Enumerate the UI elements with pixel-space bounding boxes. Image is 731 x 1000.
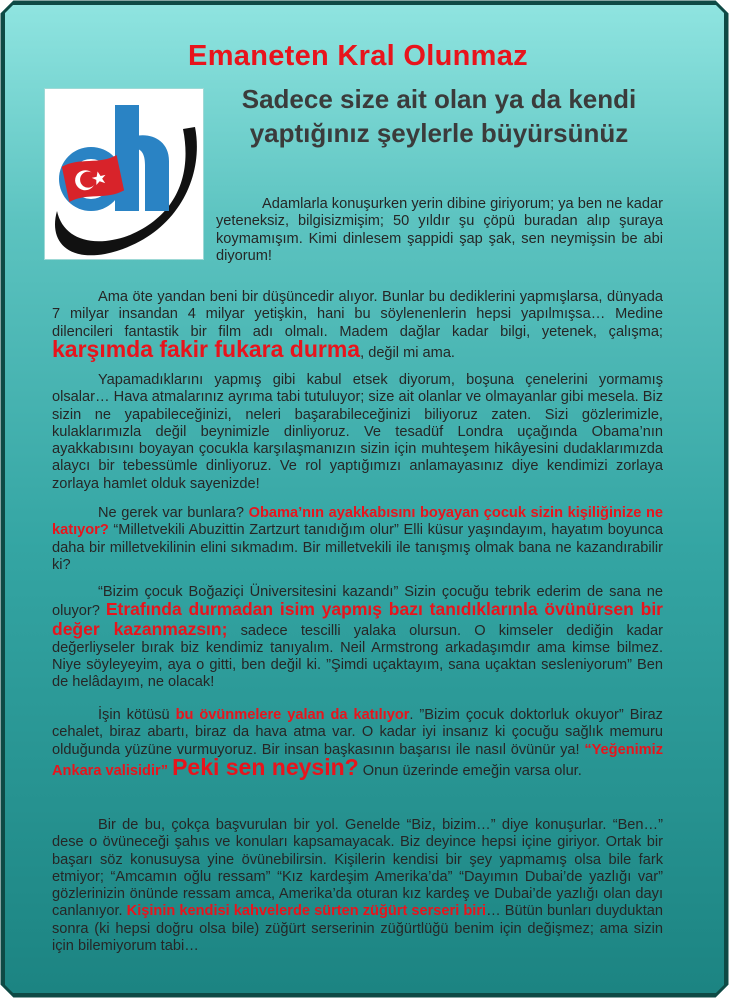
paragraph-2: Ama öte yandan beni bir düşüncedir alıyor. Bunlar bu dediklerini yapmışlarsa, dünyada 7 milyar insandan 4 milyar yetişkin, hani bu söylenenlerin hepsi yapılmışsa… Medine dilencileri fantastik bir film adı olmalı. Madem dağlar kadar bilgi, yetenek, çalışma; karşımda fakir fukara durma, değil mi ama. [52,289,663,362]
paragraph-1: Adamlarla konuşurken yerin dibine giriyorum; ya ben ne kadar yeteneksiz, bilgisizmişim; 50 yıldır şu çöpü buradan alıp şuraya koymamışım. Kimi dinlesem şappidi şap şak, sen neymişsin be abi diyorum! [216,196,663,264]
highlight-text: bu övünmelere yalan da katılıyor [175,707,410,723]
highlight-text: “Yeğenimiz Ankara valisidir” [52,741,663,779]
logo [44,88,204,260]
highlight-text: Etrafında durmadan isim yapmış bazı tanıdıklarınla övünürsen bir değer kazanmazsın; [52,599,663,639]
paragraph-6: İşin kötüsü bu övünmelere yalan da katılıyor. ”Bizim çocuk doktorluk okuyor” Biraz cehalet, biraz abartı, biraz da hava atma var. O kadar iyi insanız ki çocuğu sağlık memuru olduğunda yüzüne vurmuyoruz. Bir insan başkasının başarısı ile nasıl övünür ya! “Yeğenimiz Ankara valisidir” Peki sen neysin? Onun üzerinde emeğin varsa olur. [52,707,663,780]
highlight-text: Kişinin kendisi kahvelerde sürten züğürt serseri biri [126,903,487,920]
main-title: Emaneten Kral Olunmaz [188,40,528,72]
paragraph-7: Bir de bu, çokça başvurulan bir yol. Genelde “Biz, bizim…” diye konuşurlar. “Ben…” dese o övüneceği şahıs ve konuları kapsamayacak. Biz deyince hepsi içine giriyor. Ortak bir başarı söz konusuysa yine övünebilirsin. Kişilerin kendisi bir şey yapmamış olsa bile fark etmiyor; “Amcamın oğlu ressam” “Kız kardeşim Amerika’da” “Dayımın Dubai’de yazlığı var” gözlerinizin önünde ressam amca, Amerika’da oturan kız kardeş ve Dubai’de yazlığı olan dayı canlanıyor. Kişinin kendisi kahvelerde sürten züğürt serseri biri… Bütün bunları duyduktan sonra (ki hepsi doğru olsa bile) züğürt serserinin züğürtlüğü benim için değişmez; ama sizin için bilemiyorum tabi… [52,817,663,955]
paragraph-5: “Bizim çocuk Boğaziçi Üniversitesini kazandı” Sizin çocuğu tebrik ederim de sana ne oluyor? Etrafında durmadan isim yapmış bazı tanıdıklarınla övünürsen bir değer kazanmazsın; sadece tescilli yalaka olursun. O kimseler dediğin kadar değerliyseler bırak biz kendimiz tanıyalım. Neil Armstrong arkadaşımdır ama kimse bilmez. Niye söyleyeyim, aya o gitti, ben değil ki. ”Şimdi uçaktayım, sana uçaktan sesleniyorum” Ben de helâdayım, ne olacak! [52,584,663,691]
highlight-text: karşımda fakir fukara durma [52,335,361,362]
paragraph-3: Yapamadıklarını yapmış gibi kabul etsek diyorum, boşuna çenelerini yormamış olsalar… Hava atmalarınız ayrıma tabi tutuluyor; size ait olanlar ve olmayanlar gibi mesela. Biz sizin ne yapabileceğinizi, neleri başarabileceğinizi biliyoruz zaten. Sizi gözlerimizle, kulaklarımızla değil beynimizle dinliyoruz. Ve tesadüf Londra uçağında Obama’nın ayakkabısını boyayan çocukla karşılaşmanızın sizin için muhteşem hikâyesini dudaklarımızda alaycı bir tebessümle dinliyoruz. Ve rol yaptığımızı anlamayasınız diye kendimizi zorlaya zorlaya hamlet olduk sayenizde! [52,372,663,492]
highlight-text: Obama’nın ayakkabısını boyayan çocuk sizin kişiliğinize ne katıyor? [52,505,663,539]
subtitle: Sadece size ait olan ya da kendi yaptığınız şeylerle büyürsünüz [241,84,637,148]
dh-logo-icon [45,89,203,259]
paragraph-4: Ne gerek var bunlara? Obama’nın ayakkabısını boyayan çocuk sizin kişiliğinize ne katıyor? “Milletvekili Abuzittin Zartzurt tanıdığım olur” Elli küsur yaşındayım, hayatım boyunca daha bir milletvekilinin elini sıkmadım. Bir milletvekili ile tanışmış olmak bana ne kazandırabilir ki? [52,505,663,573]
highlight-text: Peki sen neysin? [172,753,359,780]
